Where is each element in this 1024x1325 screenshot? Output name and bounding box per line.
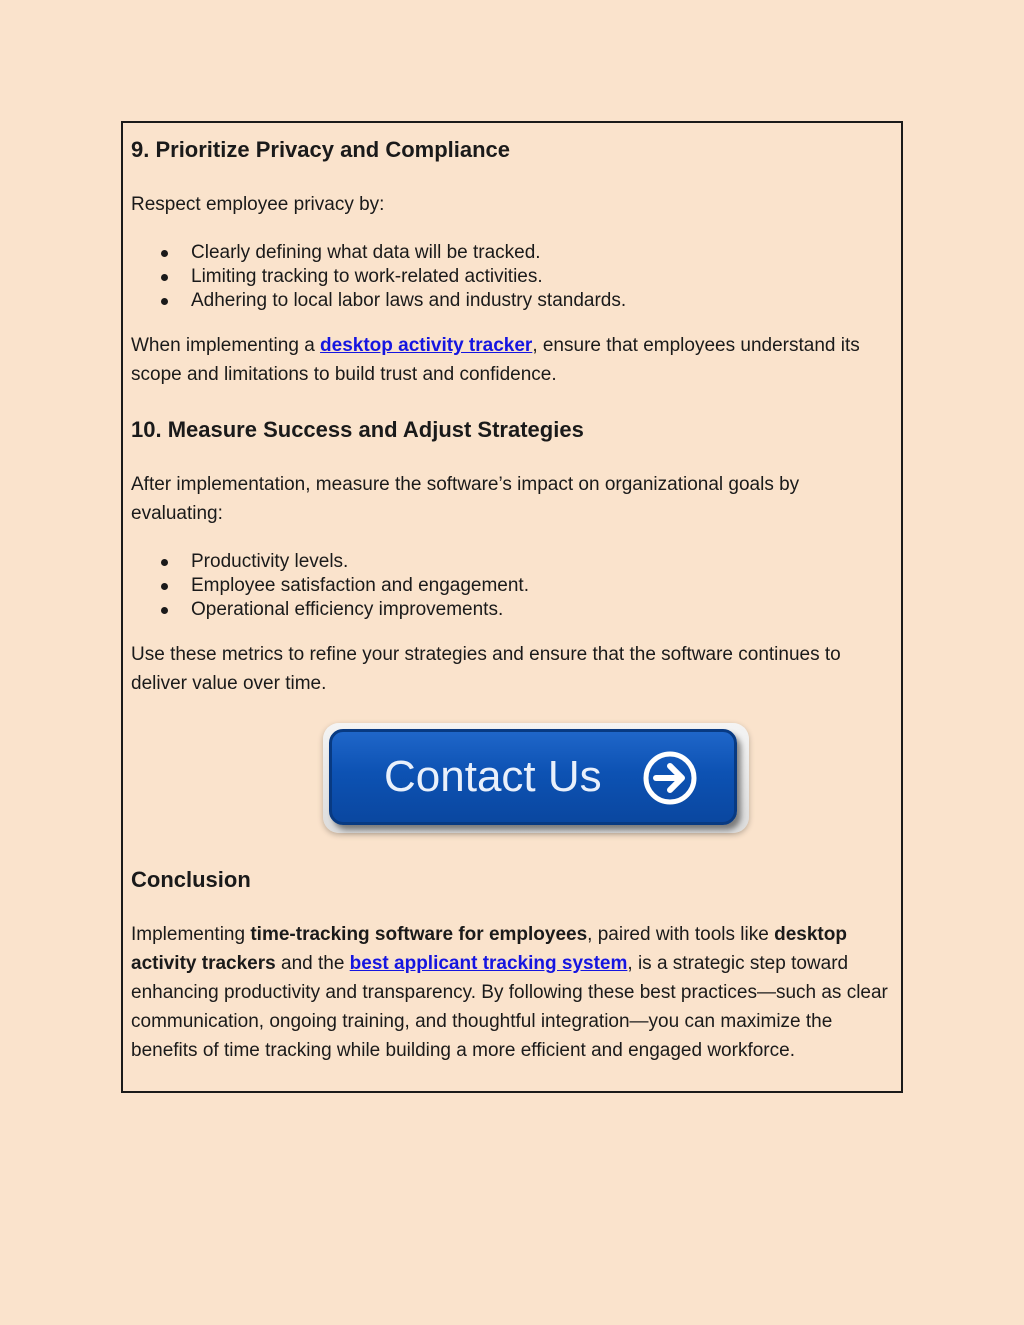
list-item: Productivity levels. <box>131 550 529 574</box>
contact-us-button-frame <box>323 723 749 833</box>
desktop-activity-tracker-link[interactable]: desktop activity tracker <box>320 335 533 356</box>
arrow-right-circle-icon <box>642 750 698 806</box>
paragraph-text: Implementing <box>131 924 251 945</box>
bold-phrase: desktop activity trackers <box>131 924 847 974</box>
section-9-heading: 9. Prioritize Privacy and Compliance <box>131 137 511 162</box>
section-9-bullet-list <box>131 241 626 313</box>
section-10-intro: After implementation, measure the software’s impact on organizational goals by evaluating: <box>131 474 800 524</box>
list-item: Limiting tracking to work-related activities. <box>131 265 626 289</box>
paragraph-text: , is a strategic step toward enhancing productivity and transparency. By following these best practices—such as clear communication, ongoing training, and thoughtful integration—you can maximize the benefits of time tracking while building a more efficient and engaged workforce. <box>131 953 888 1061</box>
list-item: Clearly defining what data will be tracked. <box>131 241 626 265</box>
document-frame <box>121 121 903 1093</box>
section-9-intro: Respect employee privacy by: <box>131 194 385 215</box>
paragraph-text: and the <box>275 953 350 974</box>
best-applicant-tracking-system-link[interactable]: best applicant tracking system <box>349 953 628 974</box>
paragraph-text: , ensure that employees understand its scope and limitations to build trust and confidence. <box>131 335 860 385</box>
section-10-closing: Use these metrics to refine your strategies and ensure that the software continues to deliver value over time. <box>131 644 841 694</box>
conclusion-paragraph <box>131 920 895 1065</box>
contact-us-label: Contact Us <box>384 752 602 801</box>
list-item: Employee satisfaction and engagement. <box>131 574 529 598</box>
list-item: Adhering to local labor laws and industry standards. <box>131 289 626 313</box>
conclusion-heading: Conclusion <box>131 867 251 892</box>
section-10-bullet-list <box>131 550 529 622</box>
list-item: Operational efficiency improvements. <box>131 598 529 622</box>
section-10-heading: 10. Measure Success and Adjust Strategies <box>131 417 584 442</box>
paragraph-text: When implementing a <box>131 335 321 356</box>
contact-us-button[interactable] <box>329 729 737 825</box>
section-9-paragraph <box>131 331 895 389</box>
bold-phrase: time-tracking software for employees <box>250 924 588 945</box>
paragraph-text: , paired with tools like <box>587 924 775 945</box>
